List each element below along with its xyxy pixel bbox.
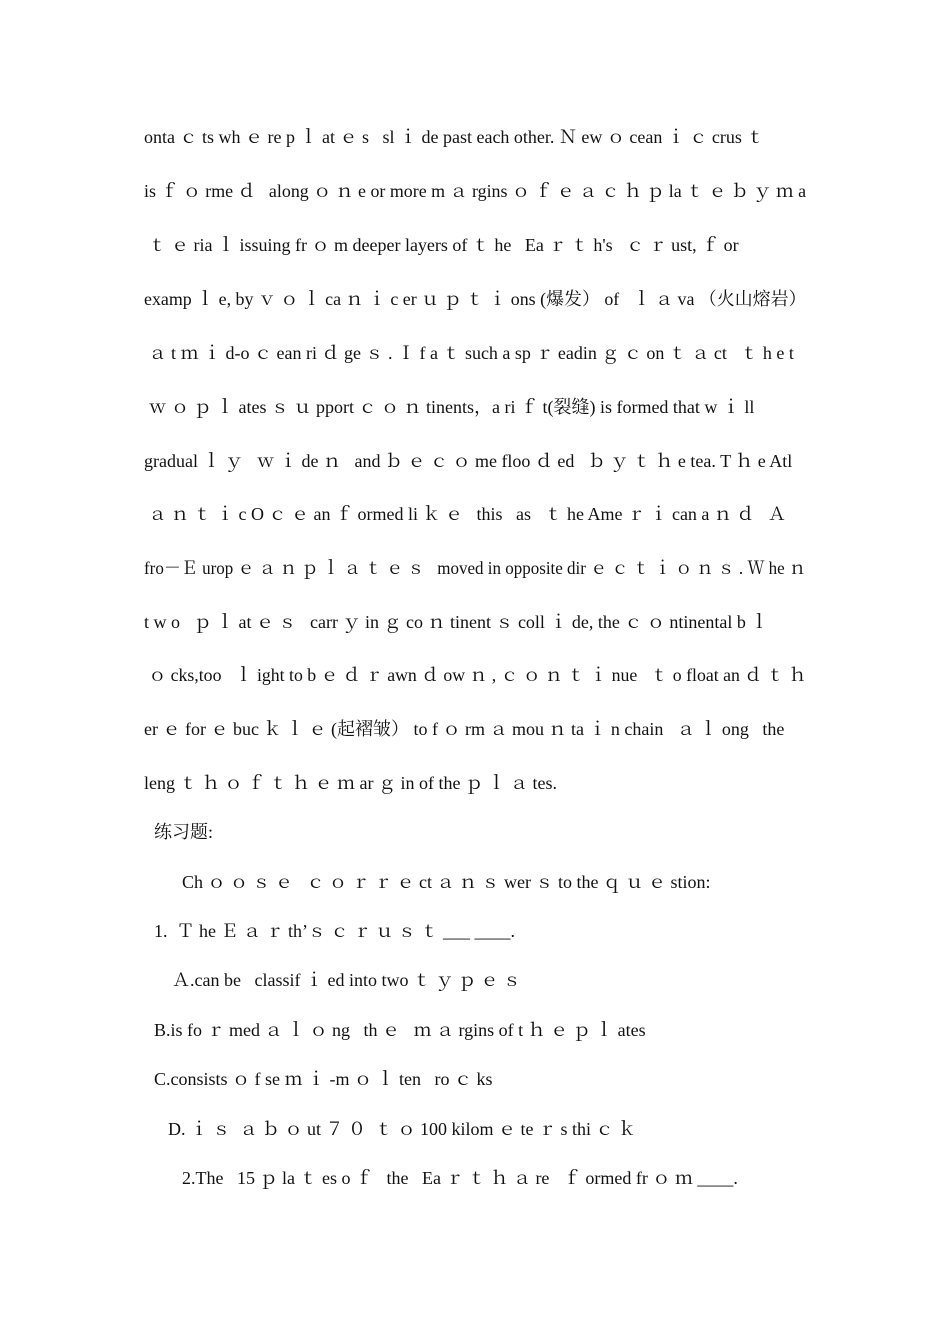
paragraph-line: ｔ ｅ ria ｌ issuing fr ｏ m deeper layers of ｔ he Ea ｒ ｔ h's ｃ ｒ ust, ｆ or <box>144 235 739 255</box>
paragraph-line: ａ ｎ ｔ ｉ c O ｃ ｅ an ｆ ormed li ｋ ｅ this as ｔ he Ame ｒ ｉ can a ｎ ｄ Ａ <box>144 504 786 524</box>
paragraph-line: is ｆ ｏ rme ｄ along ｏ ｎ e or more m ａ rgins ｏ ｆ ｅ ａ ｃ ｈ ｐ la ｔ ｅ ｂ ｙ ｍ a <box>144 181 807 201</box>
exercise-heading: 练习题: <box>154 822 214 842</box>
paragraph-line: leng ｔ ｈ ｏ ｆ ｔ ｈ ｅ ｍ ar ｇ in of the ｐ ｌ ａ tes. <box>144 773 557 793</box>
paragraph-line: er ｅ for ｅ buc ｋ ｌ ｅ (起褶皱） to f ｏ rm ａ mou ｎ ta ｉ n chain ａ ｌ ong the <box>144 719 785 739</box>
paragraph-line: examp ｌ e, by ｖ ｏ ｌ ca ｎ ｉ c er ｕ ｐ ｔ ｉ ons (爆发） of ｌ ａ va （火山熔岩） <box>144 289 807 309</box>
paragraph-line: fro－Ｅ urop ｅ ａ ｎ ｐ ｌ ａ ｔ ｅ ｓ moved in opposite dir ｅ ｃ ｔ ｉ ｏ ｎ ｓ . Ｗ he ｎ <box>144 558 806 578</box>
paragraph-line: ｏ cks,too ｌ ight to b ｅ ｄ ｒ awn ｄ ow ｎ , ｃ ｏ ｎ ｔ ｉ nue ｔ o float an ｄ ｔ ｈ <box>144 665 807 685</box>
paragraph-line: ａ t ｍ ｉ d-o ｃ ean ri ｄ ge ｓ . Ｉ f a ｔ such a sp ｒ eadin ｇ ｃ on ｔ ａ ct ｔ h e t <box>144 343 794 363</box>
question-2-stem: 2.The 15 ｐ la ｔ es o ｆ the Ea ｒ ｔ ｈ ａ re ｆ ormed fr ｏ ｍ ____. <box>182 1168 738 1188</box>
option-a: Ａ.can be classif ｉ ed into two ｔ ｙ ｐ ｅ ｓ <box>172 970 521 990</box>
option-d: D. ｉ ｓ ａ ｂ ｏ ut ７ ０ ｔ ｏ 100 kilom ｅ te ｒ s thi ｃ ｋ <box>168 1119 636 1139</box>
paragraph-line: gradual ｌ ｙ ｗ ｉ de ｎ and ｂ ｅ ｃ ｏ me floo ｄ ed ｂ ｙ ｔ ｈ e tea. T ｈ e Atl <box>144 451 793 471</box>
paragraph-line: ｗ ｏ ｐ ｌ ates ｓ ｕ pport ｃ ｏ ｎ tinents，a ri ｆ t(裂缝) is formed that w ｉ ll <box>144 397 755 417</box>
option-b: B.is fo ｒ med ａ ｌ ｏ ng th ｅ ｍ ａ rgins of t ｈ ｅ ｐ ｌ ates <box>154 1020 646 1040</box>
exercise-instruction: Ch ｏ ｏ ｓ ｅ ｃ ｏ ｒ ｒ ｅ ct ａ ｎ ｓ wer ｓ to the ｑ ｕ ｅ stion: <box>182 872 711 892</box>
question-1-stem: 1. Ｔ he Ｅ ａ ｒ th’ｓ ｃ ｒ ｕ ｓ ｔ ___ ____. <box>154 921 515 941</box>
option-c: C.consists ｏ f se ｍ ｉ -m ｏ ｌ ten ro ｃ ks <box>154 1069 493 1089</box>
paragraph-line: onta ｃ ts wh ｅ re p ｌ at ｅ s sl ｉ de past each other. Ｎ ew ｏ cean ｉ ｃ crus ｔ <box>144 127 765 147</box>
paragraph-line: t w o ｐ ｌ at ｅ ｓ carr ｙ in ｇ co ｎ tinent ｓ coll ｉ de, the ｃ ｏ ntinental b ｌ <box>144 612 769 632</box>
